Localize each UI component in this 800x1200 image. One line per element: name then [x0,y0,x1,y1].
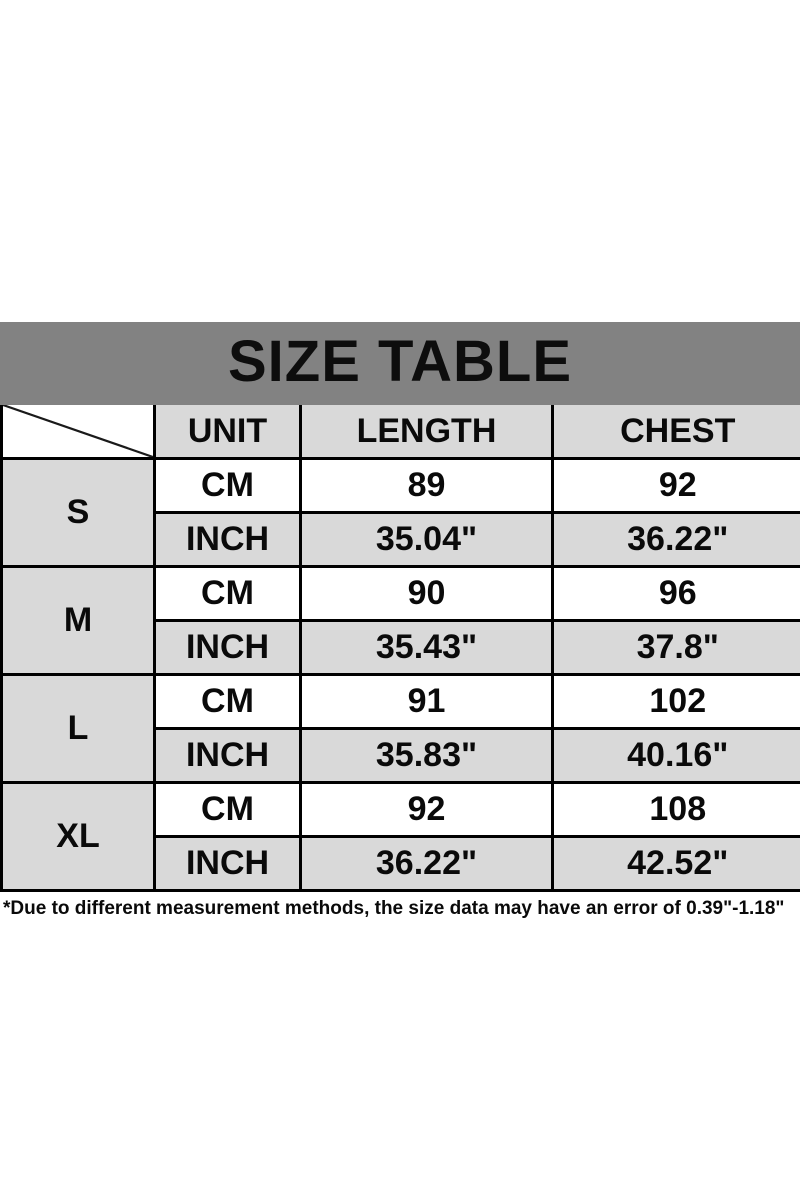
chest-cell: 92 [553,459,800,513]
column-header-unit: UNIT [155,405,301,459]
header-row [2,405,800,459]
unit-cell: CM [155,675,301,729]
unit-cell: INCH [155,513,301,567]
corner-diagonal-cell [2,405,155,459]
unit-cell: INCH [155,621,301,675]
chart-title: SIZE TABLE [227,328,573,394]
unit-cell: INCH [155,837,301,891]
chest-cell: 102 [553,675,800,729]
diagonal-line-icon [3,405,153,457]
chest-cell: 37.8" [553,621,800,675]
unit-cell: INCH [155,729,301,783]
size-label-s: S [2,459,155,567]
size-label-xl: XL [2,783,155,891]
column-header-chest: CHEST [553,405,800,459]
chest-cell: 36.22" [553,513,800,567]
table-row [2,783,800,837]
chest-cell: 108 [553,783,800,837]
size-table [0,405,800,892]
size-label-l: L [2,675,155,783]
length-cell: 90 [301,567,553,621]
title-band [0,322,800,405]
column-header-length: LENGTH [301,405,553,459]
unit-cell: CM [155,783,301,837]
size-label-m: M [2,567,155,675]
length-cell: 35.83" [301,729,553,783]
chest-cell: 96 [553,567,800,621]
length-cell: 35.43" [301,621,553,675]
length-cell: 91 [301,675,553,729]
length-cell: 92 [301,783,553,837]
unit-cell: CM [155,567,301,621]
table-row [2,459,800,513]
table-row [2,675,800,729]
length-cell: 36.22" [301,837,553,891]
length-cell: 89 [301,459,553,513]
chest-cell: 40.16" [553,729,800,783]
unit-cell: CM [155,459,301,513]
table-row [2,567,800,621]
chest-cell: 42.52" [553,837,800,891]
size-chart [0,322,800,892]
measurement-error-footnote: *Due to different measurement methods, the size data may have an error of 0.39"-1.18" [3,898,785,919]
length-cell: 35.04" [301,513,553,567]
